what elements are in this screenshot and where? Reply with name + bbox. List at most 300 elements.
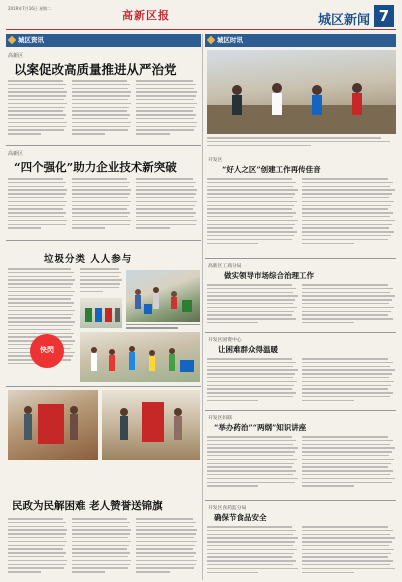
text-line bbox=[72, 84, 130, 86]
text-line bbox=[207, 400, 258, 402]
r1-headline: “好人之区”创建工作再传佳音 bbox=[222, 165, 321, 174]
text-line bbox=[207, 362, 296, 364]
text-line bbox=[302, 444, 390, 446]
text-line bbox=[8, 329, 71, 331]
text-line bbox=[207, 396, 293, 398]
text-line bbox=[207, 239, 292, 241]
article3-body-col2 bbox=[80, 268, 122, 296]
text-line bbox=[207, 212, 296, 214]
r5-kicker: 开发区食药监分局 bbox=[208, 506, 247, 511]
text-line bbox=[207, 482, 295, 484]
text-line bbox=[8, 276, 72, 278]
quick-flash-label: 快閃 bbox=[40, 346, 54, 354]
text-line bbox=[207, 299, 295, 301]
text-line bbox=[302, 182, 393, 184]
text-line bbox=[72, 567, 128, 569]
page-number: 7 bbox=[374, 5, 394, 27]
text-line bbox=[8, 178, 63, 180]
text-line bbox=[72, 518, 127, 520]
text-line bbox=[72, 227, 105, 229]
text-line bbox=[207, 284, 292, 286]
text-line bbox=[72, 114, 130, 116]
text-line bbox=[72, 118, 128, 120]
text-line bbox=[8, 564, 66, 566]
text-line bbox=[207, 288, 296, 290]
text-line bbox=[302, 358, 388, 360]
text-line bbox=[302, 318, 393, 320]
text-line bbox=[302, 235, 391, 237]
garbage-sorting-photo-1 bbox=[126, 270, 200, 322]
text-line bbox=[302, 227, 389, 229]
text-line bbox=[72, 182, 130, 184]
text-line bbox=[72, 178, 127, 180]
text-line bbox=[302, 564, 390, 566]
text-line bbox=[302, 455, 389, 457]
text-line bbox=[8, 314, 73, 316]
text-line bbox=[80, 291, 103, 293]
divider bbox=[205, 258, 396, 259]
text-line bbox=[136, 186, 194, 188]
text-line bbox=[136, 193, 196, 195]
article1-body-col3 bbox=[136, 80, 198, 140]
text-line bbox=[8, 107, 65, 109]
text-line bbox=[8, 272, 74, 274]
text-line bbox=[8, 545, 65, 547]
text-line bbox=[72, 216, 128, 218]
text-line bbox=[8, 317, 71, 319]
text-line bbox=[207, 358, 292, 360]
text-line bbox=[207, 392, 296, 394]
text-line bbox=[8, 526, 64, 528]
text-line bbox=[72, 80, 127, 82]
text-line bbox=[8, 110, 63, 112]
text-line bbox=[302, 466, 388, 468]
text-line bbox=[302, 314, 388, 316]
text-line bbox=[8, 522, 66, 524]
r2-body-col1 bbox=[207, 284, 299, 328]
text-line bbox=[8, 325, 73, 327]
text-line bbox=[302, 549, 394, 551]
article4-body-col2 bbox=[72, 518, 132, 578]
text-line bbox=[302, 362, 393, 364]
text-line bbox=[136, 560, 197, 562]
text-line bbox=[136, 110, 193, 112]
text-line bbox=[80, 287, 119, 289]
text-line bbox=[207, 224, 295, 226]
text-line bbox=[136, 178, 193, 180]
r2-kicker: 高新区工商分局 bbox=[208, 264, 242, 269]
text-line bbox=[302, 463, 391, 465]
text-line bbox=[207, 436, 292, 438]
text-line bbox=[207, 182, 296, 184]
text-line bbox=[207, 572, 258, 574]
text-line bbox=[72, 129, 128, 131]
text-line bbox=[8, 122, 67, 124]
text-line bbox=[302, 447, 395, 449]
text-line bbox=[136, 216, 194, 218]
text-line bbox=[8, 84, 66, 86]
text-line bbox=[8, 103, 67, 105]
text-line bbox=[302, 303, 389, 305]
red-banner-icon bbox=[8, 390, 98, 460]
r1-body-col1 bbox=[207, 178, 299, 254]
text-line bbox=[302, 545, 389, 547]
divider bbox=[205, 410, 396, 411]
garbage-sorting-photo-3 bbox=[80, 332, 200, 382]
text-line bbox=[8, 224, 66, 226]
divider bbox=[6, 386, 201, 387]
text-line bbox=[207, 388, 292, 390]
text-line bbox=[302, 288, 393, 290]
text-line bbox=[72, 99, 128, 101]
text-line bbox=[72, 533, 130, 535]
r5-body-col2 bbox=[302, 526, 396, 578]
text-line bbox=[207, 474, 293, 476]
text-line bbox=[302, 284, 388, 286]
text-line bbox=[8, 529, 67, 531]
text-line bbox=[8, 88, 64, 90]
banner-ceremony-photo-2 bbox=[102, 390, 200, 460]
text-line bbox=[136, 227, 170, 229]
text-line bbox=[302, 451, 392, 453]
text-line bbox=[8, 567, 64, 569]
text-line bbox=[72, 526, 128, 528]
text-line bbox=[72, 197, 128, 199]
issue-date: 2019年7月16日 星期二 bbox=[8, 6, 52, 11]
text-line bbox=[207, 530, 296, 532]
text-line bbox=[207, 292, 293, 294]
text-line bbox=[8, 114, 66, 116]
text-line bbox=[302, 572, 354, 574]
text-line bbox=[302, 568, 395, 570]
text-line bbox=[72, 91, 131, 93]
text-line bbox=[8, 268, 71, 270]
text-line bbox=[72, 88, 128, 90]
text-line bbox=[302, 388, 388, 390]
text-line bbox=[207, 311, 294, 313]
text-line bbox=[136, 529, 197, 531]
text-line bbox=[302, 366, 390, 368]
article1-body-col1 bbox=[8, 80, 68, 140]
text-line bbox=[8, 556, 64, 558]
text-line bbox=[136, 571, 170, 573]
text-line bbox=[136, 205, 195, 207]
text-line bbox=[302, 212, 393, 214]
text-line bbox=[207, 235, 294, 237]
text-line bbox=[302, 385, 391, 387]
text-line bbox=[8, 291, 75, 293]
r3-headline: 让困难群众得温暖 bbox=[218, 345, 278, 354]
text-line bbox=[136, 526, 194, 528]
text-line bbox=[207, 186, 293, 188]
text-line bbox=[72, 548, 127, 550]
text-line bbox=[207, 145, 311, 147]
text-line bbox=[302, 440, 393, 442]
article4-headline: 民政为民解困难 老人赞誉送锦旗 bbox=[12, 500, 163, 512]
text-line bbox=[302, 470, 393, 472]
text-line bbox=[136, 212, 196, 214]
text-line bbox=[8, 295, 73, 297]
text-line bbox=[8, 283, 73, 285]
left-column-banner: 城区资讯 bbox=[6, 34, 201, 47]
text-line bbox=[8, 279, 75, 281]
text-line bbox=[207, 549, 297, 551]
text-line bbox=[207, 455, 293, 457]
text-line bbox=[72, 193, 130, 195]
text-line bbox=[207, 545, 293, 547]
text-line bbox=[8, 548, 63, 550]
text-line bbox=[207, 381, 297, 383]
text-line bbox=[8, 118, 64, 120]
column-divider bbox=[202, 34, 203, 580]
text-line bbox=[8, 560, 67, 562]
text-line bbox=[8, 537, 64, 539]
text-line bbox=[207, 560, 296, 562]
text-line bbox=[302, 178, 388, 180]
text-line bbox=[207, 314, 292, 316]
text-line bbox=[207, 303, 293, 305]
text-line bbox=[136, 564, 196, 566]
text-line bbox=[302, 459, 394, 461]
text-line bbox=[8, 126, 66, 128]
article4-body-col3 bbox=[136, 518, 198, 578]
text-line bbox=[136, 122, 197, 124]
text-line bbox=[8, 310, 75, 312]
text-line bbox=[72, 564, 130, 566]
text-line bbox=[302, 537, 395, 539]
text-line bbox=[207, 231, 297, 233]
text-line bbox=[302, 216, 390, 218]
text-line bbox=[72, 529, 131, 531]
text-line bbox=[8, 321, 75, 323]
text-line bbox=[302, 201, 394, 203]
text-line bbox=[207, 553, 294, 555]
text-line bbox=[136, 95, 196, 97]
text-line bbox=[207, 485, 258, 487]
text-line bbox=[136, 107, 195, 109]
text-line bbox=[136, 182, 196, 184]
text-line bbox=[302, 299, 392, 301]
text-line bbox=[302, 377, 389, 379]
text-line bbox=[207, 322, 258, 324]
text-line bbox=[136, 541, 197, 543]
text-line bbox=[8, 95, 66, 97]
r3-kicker: 开发区国资中心 bbox=[208, 338, 242, 343]
text-line bbox=[8, 99, 64, 101]
divider bbox=[205, 500, 396, 501]
section-title: 城区新闻 bbox=[317, 13, 370, 28]
text-line bbox=[207, 564, 293, 566]
text-line bbox=[72, 95, 130, 97]
text-line bbox=[302, 530, 393, 532]
text-line bbox=[136, 220, 197, 222]
text-line bbox=[72, 189, 131, 191]
text-line bbox=[136, 552, 196, 554]
text-line bbox=[207, 295, 298, 297]
r5-body-col1 bbox=[207, 526, 299, 578]
text-line bbox=[72, 110, 127, 112]
text-line bbox=[8, 552, 66, 554]
text-line bbox=[136, 197, 194, 199]
text-line bbox=[136, 126, 196, 128]
text-line bbox=[207, 193, 295, 195]
text-line bbox=[302, 193, 392, 195]
bins-icon bbox=[80, 298, 122, 328]
text-line bbox=[136, 189, 197, 191]
text-line bbox=[302, 474, 390, 476]
text-line bbox=[302, 373, 392, 375]
text-line bbox=[72, 522, 130, 524]
text-line bbox=[72, 571, 105, 573]
text-line bbox=[8, 205, 65, 207]
text-line bbox=[302, 208, 388, 210]
text-line bbox=[8, 129, 64, 131]
people-figures-icon bbox=[126, 270, 200, 322]
text-line bbox=[72, 122, 131, 124]
text-line bbox=[207, 451, 295, 453]
text-line bbox=[302, 556, 388, 558]
article2-body-col2 bbox=[72, 178, 132, 236]
text-line bbox=[72, 552, 130, 554]
text-line bbox=[207, 318, 296, 320]
r4-headline: “举办药治”“两纲”知识讲座 bbox=[214, 423, 307, 432]
garbage-sorting-photo-2 bbox=[80, 298, 122, 328]
text-line bbox=[8, 571, 41, 573]
text-line bbox=[8, 91, 67, 93]
text-line bbox=[302, 224, 392, 226]
text-line bbox=[207, 526, 292, 528]
text-line bbox=[72, 107, 129, 109]
banner-ceremony-photo-1 bbox=[8, 390, 98, 460]
text-line bbox=[302, 295, 395, 297]
text-line bbox=[302, 292, 390, 294]
text-line bbox=[207, 369, 298, 371]
text-line bbox=[136, 548, 193, 550]
top-photo-caption bbox=[207, 137, 396, 149]
text-line bbox=[302, 243, 354, 245]
text-line bbox=[80, 279, 122, 281]
text-line bbox=[207, 556, 292, 558]
r3-body-col1 bbox=[207, 358, 299, 406]
text-line bbox=[136, 133, 170, 135]
text-line bbox=[8, 212, 66, 214]
text-line bbox=[72, 208, 127, 210]
text-line bbox=[72, 201, 131, 203]
text-line bbox=[80, 283, 120, 285]
text-line bbox=[302, 478, 395, 480]
text-line bbox=[80, 268, 119, 270]
text-line bbox=[302, 526, 388, 528]
r4-body-col1 bbox=[207, 436, 299, 494]
r1-kicker: 开发区 bbox=[208, 158, 223, 163]
divider bbox=[205, 332, 396, 333]
right-column-banner: 城区时讯 bbox=[205, 34, 396, 47]
text-line bbox=[302, 534, 390, 536]
text-line bbox=[72, 545, 129, 547]
text-line bbox=[302, 400, 354, 402]
text-line bbox=[207, 307, 297, 309]
article1-body-col2 bbox=[72, 80, 132, 140]
text-line bbox=[207, 201, 297, 203]
text-line bbox=[8, 193, 66, 195]
text-line bbox=[8, 306, 72, 308]
crowd-icon bbox=[80, 332, 200, 382]
article1-kicker: 高新区 bbox=[8, 53, 24, 59]
article2-headline: “四个强化”助力企业技术新突破 bbox=[14, 160, 177, 174]
text-line bbox=[72, 212, 130, 214]
group-icon bbox=[102, 390, 200, 460]
r1-body-col2 bbox=[302, 178, 396, 254]
text-line bbox=[207, 377, 293, 379]
article3-headline: 垃圾分类 人人参与 bbox=[44, 254, 133, 265]
text-line bbox=[136, 80, 193, 82]
text-line bbox=[302, 482, 392, 484]
text-line bbox=[8, 302, 74, 304]
text-line bbox=[302, 541, 392, 543]
text-line bbox=[136, 129, 194, 131]
text-line bbox=[207, 385, 294, 387]
text-line bbox=[72, 220, 131, 222]
text-line bbox=[302, 197, 389, 199]
text-line bbox=[72, 537, 128, 539]
masthead bbox=[6, 4, 396, 30]
text-line bbox=[136, 84, 196, 86]
text-line bbox=[8, 197, 64, 199]
text-line bbox=[80, 272, 121, 274]
text-line bbox=[8, 133, 41, 135]
text-line bbox=[136, 88, 194, 90]
text-line bbox=[207, 568, 298, 570]
text-line bbox=[207, 178, 292, 180]
photo-caption bbox=[126, 324, 200, 329]
text-line bbox=[207, 243, 258, 245]
r4-body-col2 bbox=[302, 436, 396, 494]
text-line bbox=[8, 533, 66, 535]
text-line bbox=[207, 366, 293, 368]
r2-body-col2 bbox=[302, 284, 396, 328]
text-line bbox=[8, 518, 63, 520]
text-line bbox=[8, 298, 71, 300]
text-line bbox=[72, 556, 128, 558]
text-line bbox=[207, 444, 293, 446]
text-line bbox=[136, 114, 196, 116]
text-line bbox=[207, 373, 295, 375]
text-line bbox=[207, 137, 381, 139]
r5-headline: 确保节食品安全 bbox=[214, 513, 267, 522]
text-line bbox=[8, 186, 64, 188]
article4-body-col1 bbox=[8, 518, 68, 578]
text-line bbox=[8, 227, 41, 229]
text-line bbox=[207, 205, 294, 207]
article2-kicker: 高新区 bbox=[8, 151, 24, 157]
text-line bbox=[302, 189, 395, 191]
text-line bbox=[72, 103, 131, 105]
text-line bbox=[8, 220, 67, 222]
text-line bbox=[8, 208, 63, 210]
text-line bbox=[8, 189, 67, 191]
text-line bbox=[207, 466, 292, 468]
article2-body-col3 bbox=[136, 178, 198, 236]
text-line bbox=[8, 216, 64, 218]
text-line bbox=[207, 227, 293, 229]
text-line bbox=[136, 522, 196, 524]
text-line bbox=[302, 311, 391, 313]
text-line bbox=[207, 197, 293, 199]
text-line bbox=[8, 182, 66, 184]
divider bbox=[6, 240, 201, 241]
text-line bbox=[72, 224, 130, 226]
text-line bbox=[207, 208, 292, 210]
